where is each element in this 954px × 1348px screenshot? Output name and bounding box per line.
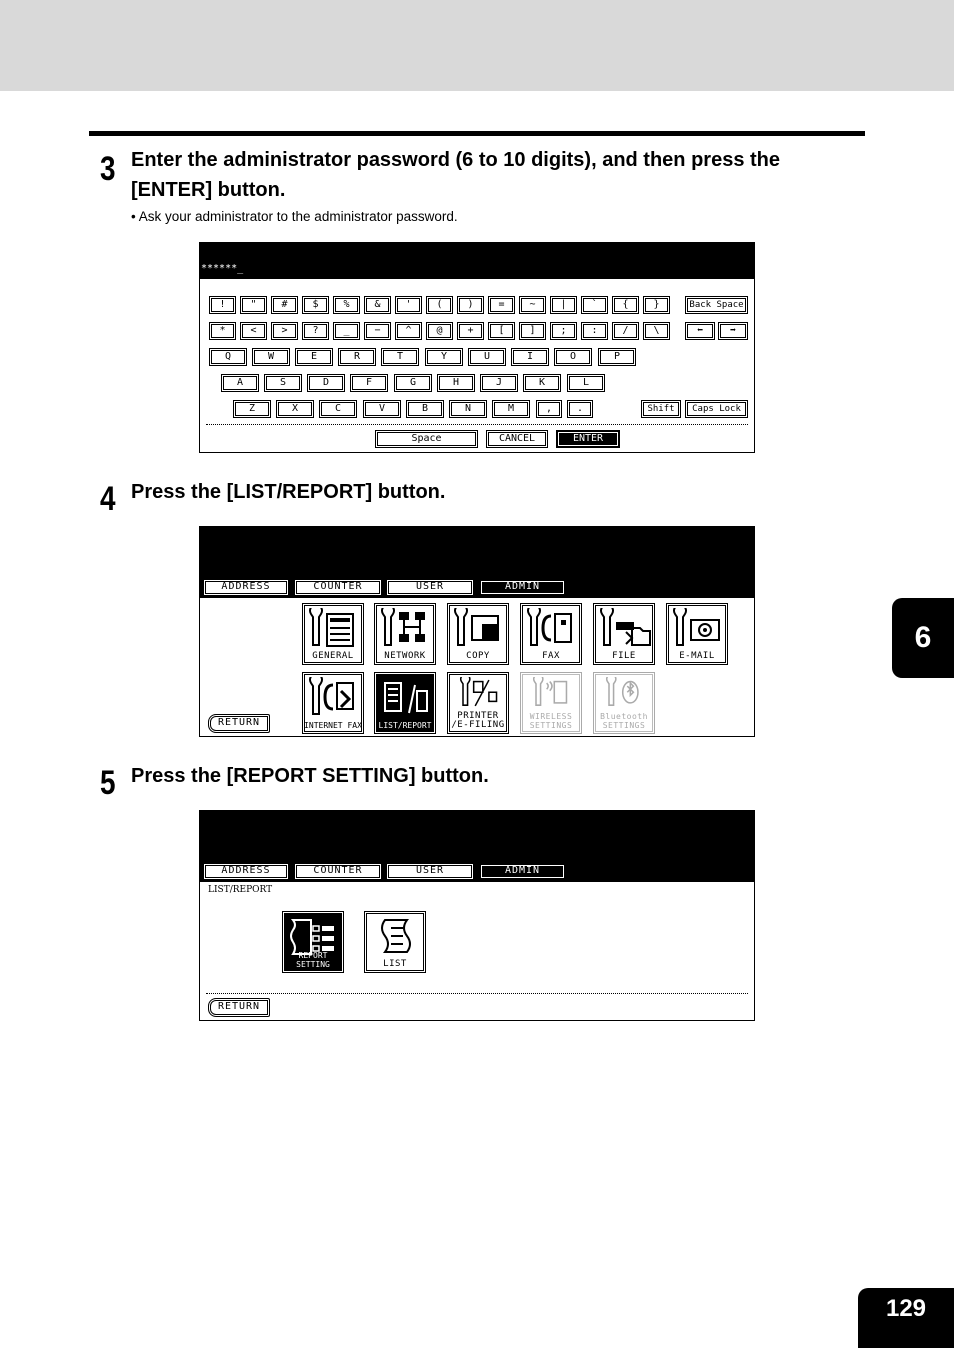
key[interactable]: T bbox=[381, 348, 419, 366]
copy-label: COPY bbox=[466, 651, 490, 661]
section-rule bbox=[89, 131, 865, 136]
key[interactable]: _ bbox=[333, 322, 360, 340]
key[interactable]: ~ bbox=[519, 296, 546, 314]
list-button[interactable] bbox=[364, 911, 426, 973]
file-button[interactable] bbox=[593, 603, 655, 665]
key[interactable]: I bbox=[511, 348, 549, 366]
file-icon bbox=[598, 608, 652, 650]
step-3-number: 3 bbox=[100, 150, 116, 188]
internet-fax-icon bbox=[307, 677, 361, 719]
right-arrow-key[interactable]: ➡ bbox=[718, 322, 748, 340]
key[interactable]: J bbox=[480, 374, 518, 392]
report-setting-label: REPORT SETTING bbox=[296, 951, 330, 969]
key[interactable]: P bbox=[598, 348, 636, 366]
list-report-label: LIST/REPORT bbox=[378, 721, 432, 730]
key[interactable]: R bbox=[338, 348, 376, 366]
bluetooth-settings-label: Bluetooth SETTINGS bbox=[600, 712, 648, 730]
key[interactable]: ( bbox=[426, 296, 453, 314]
key[interactable]: Z bbox=[233, 400, 271, 418]
fax-button[interactable] bbox=[520, 603, 582, 665]
key[interactable]: % bbox=[333, 296, 360, 314]
shift-key[interactable]: Shift bbox=[641, 400, 681, 418]
header-band bbox=[0, 0, 954, 91]
email-button[interactable] bbox=[666, 603, 728, 665]
list-icon bbox=[369, 916, 423, 958]
key[interactable]: { bbox=[612, 296, 639, 314]
network-button[interactable] bbox=[374, 603, 436, 665]
tab-user[interactable]: USER bbox=[386, 579, 474, 596]
tab-counter[interactable]: COUNTER bbox=[294, 863, 382, 880]
key[interactable]: F bbox=[350, 374, 388, 392]
key[interactable]: * bbox=[209, 322, 236, 340]
enter-button[interactable]: ENTER bbox=[556, 430, 620, 448]
caps-lock-key[interactable]: Caps Lock bbox=[685, 400, 748, 418]
list-report-panel bbox=[199, 810, 755, 1021]
return-button[interactable]: RETURN bbox=[208, 998, 270, 1017]
divider bbox=[206, 424, 748, 425]
key[interactable]: K bbox=[523, 374, 561, 392]
key[interactable]: < bbox=[240, 322, 267, 340]
key[interactable]: L bbox=[567, 374, 605, 392]
key[interactable]: N bbox=[449, 400, 487, 418]
key[interactable]: S bbox=[264, 374, 302, 392]
divider bbox=[206, 993, 748, 994]
admin-menu-panel bbox=[199, 526, 755, 737]
key[interactable]: ; bbox=[550, 322, 577, 340]
step-5-number: 5 bbox=[100, 764, 116, 802]
back-space-key[interactable]: Back Space bbox=[685, 296, 748, 314]
email-icon bbox=[671, 608, 725, 650]
return-button[interactable]: RETURN bbox=[208, 714, 270, 733]
bluetooth-icon bbox=[598, 677, 652, 709]
breadcrumb: LIST/REPORT bbox=[208, 885, 273, 895]
key[interactable]: Y bbox=[425, 348, 463, 366]
internet-fax-label: INTERNET FAX bbox=[304, 721, 362, 730]
key[interactable]: W bbox=[252, 348, 290, 366]
key[interactable]: > bbox=[271, 322, 298, 340]
key[interactable]: C bbox=[319, 400, 357, 418]
wireless-settings-label: WIRELESS SETTINGS bbox=[529, 712, 573, 730]
fax-icon bbox=[525, 608, 579, 650]
report-setting-button[interactable] bbox=[282, 911, 344, 973]
space-key[interactable]: Space bbox=[375, 430, 478, 448]
fax-label: FAX bbox=[542, 651, 560, 661]
key[interactable]: M bbox=[492, 400, 530, 418]
tab-admin[interactable]: ADMIN bbox=[479, 863, 566, 880]
key[interactable]: O bbox=[554, 348, 592, 366]
key[interactable]: / bbox=[612, 322, 639, 340]
page-number: 129 bbox=[858, 1288, 954, 1348]
wireless-icon bbox=[525, 677, 579, 709]
key[interactable]: ? bbox=[302, 322, 329, 340]
key[interactable]: & bbox=[364, 296, 391, 314]
copy-button[interactable] bbox=[447, 603, 509, 665]
tab-user[interactable]: USER bbox=[386, 863, 474, 880]
tab-admin[interactable]: ADMIN bbox=[479, 579, 566, 596]
network-icon bbox=[379, 608, 433, 650]
network-label: NETWORK bbox=[384, 651, 426, 661]
key[interactable]: " bbox=[240, 296, 267, 314]
key[interactable]: ` bbox=[581, 296, 608, 314]
key[interactable]: ! bbox=[209, 296, 236, 314]
tab-address[interactable]: ADDRESS bbox=[203, 579, 289, 596]
general-icon bbox=[307, 608, 361, 650]
key[interactable]: ^ bbox=[395, 322, 422, 340]
key[interactable]: ] bbox=[519, 322, 546, 340]
printer-efiling-button[interactable] bbox=[447, 672, 509, 734]
step-4-number: 4 bbox=[100, 480, 116, 518]
key[interactable]: # bbox=[271, 296, 298, 314]
chapter-tab: 6 bbox=[892, 598, 954, 678]
key[interactable]: ' bbox=[395, 296, 422, 314]
copy-icon bbox=[452, 608, 506, 650]
printer-efiling-icon bbox=[452, 677, 506, 709]
key[interactable]: X bbox=[276, 400, 314, 418]
key[interactable]: , bbox=[536, 400, 562, 418]
general-label: GENERAL bbox=[312, 651, 354, 661]
key[interactable]: E bbox=[295, 348, 333, 366]
key[interactable]: A bbox=[221, 374, 259, 392]
key[interactable]: V bbox=[363, 400, 401, 418]
cancel-button[interactable]: CANCEL bbox=[486, 430, 548, 448]
key[interactable]: H bbox=[437, 374, 475, 392]
key[interactable]: G bbox=[394, 374, 432, 392]
password-display: ******_ bbox=[200, 243, 754, 279]
key[interactable]: : bbox=[581, 322, 608, 340]
tab-address[interactable]: ADDRESS bbox=[203, 863, 289, 880]
key[interactable]: $ bbox=[302, 296, 329, 314]
key[interactable]: | bbox=[550, 296, 577, 314]
key[interactable]: Q bbox=[209, 348, 247, 366]
key[interactable]: . bbox=[567, 400, 593, 418]
file-label: FILE bbox=[612, 651, 636, 661]
left-arrow-key[interactable]: ⬅ bbox=[685, 322, 715, 340]
list-report-button[interactable] bbox=[374, 672, 436, 734]
step-3-title: Enter the administrator password (6 to 10 digits), and then press the [ENTER] button. bbox=[131, 149, 781, 201]
list-report-icon bbox=[379, 677, 433, 719]
step-3-bullet: • Ask your administrator to the administrator password. bbox=[131, 209, 458, 224]
general-button[interactable] bbox=[302, 603, 364, 665]
key[interactable]: \ bbox=[643, 322, 670, 340]
tab-counter[interactable]: COUNTER bbox=[294, 579, 382, 596]
key[interactable]: ) bbox=[457, 296, 484, 314]
key[interactable]: U bbox=[468, 348, 506, 366]
internet-fax-button[interactable] bbox=[302, 672, 364, 734]
key[interactable]: − bbox=[364, 322, 391, 340]
key[interactable]: = bbox=[488, 296, 515, 314]
step-4-title: Press the [LIST/REPORT] button. bbox=[131, 481, 446, 503]
list-label: LIST bbox=[383, 959, 407, 969]
printer-efiling-label: PRINTER /E-FILING bbox=[451, 711, 505, 730]
key[interactable]: @ bbox=[426, 322, 453, 340]
key[interactable]: } bbox=[643, 296, 670, 314]
key[interactable]: D bbox=[307, 374, 345, 392]
wireless-settings-button bbox=[520, 672, 582, 734]
key[interactable]: + bbox=[457, 322, 484, 340]
email-label: E-MAIL bbox=[679, 651, 715, 661]
key[interactable]: [ bbox=[488, 322, 515, 340]
step-5-title: Press the [REPORT SETTING] button. bbox=[131, 765, 489, 787]
key[interactable]: B bbox=[406, 400, 444, 418]
bluetooth-settings-button bbox=[593, 672, 655, 734]
keyboard-panel bbox=[199, 242, 755, 453]
